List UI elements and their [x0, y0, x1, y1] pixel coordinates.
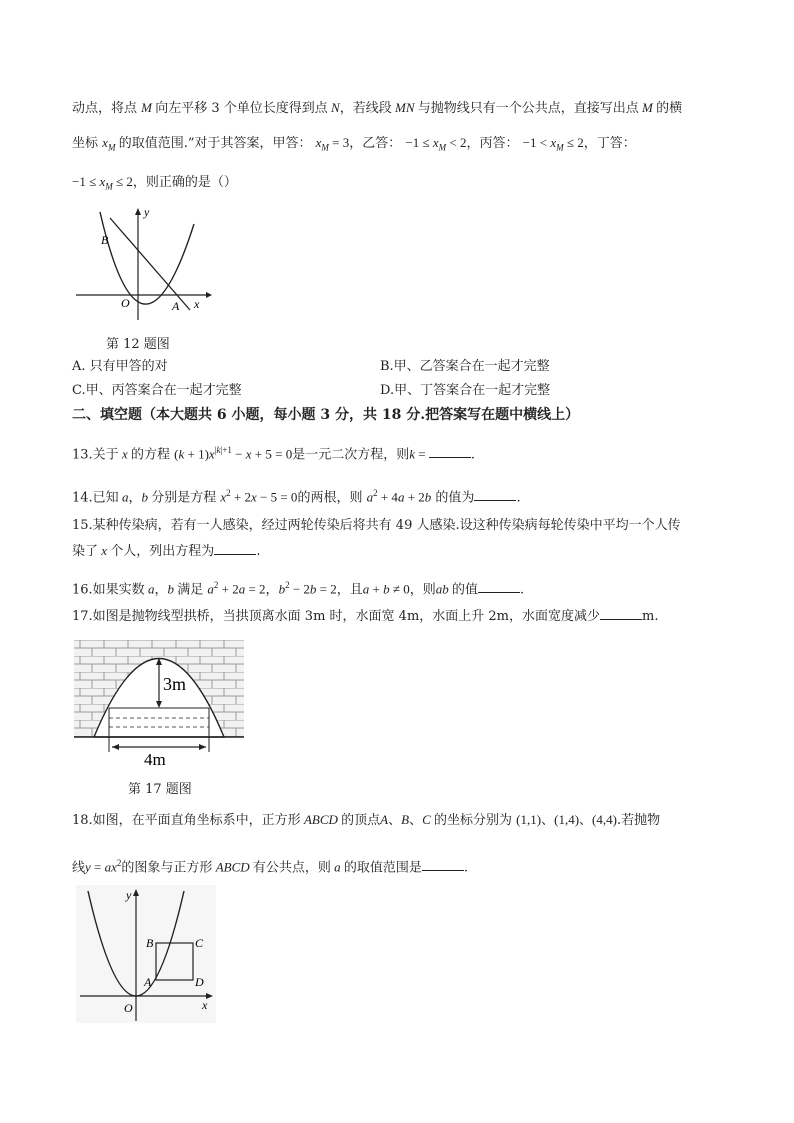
answer-blank — [474, 488, 516, 501]
q15-line1: 15.某种传染病，若有一人感染，经过两轮传染后将共有 49 人感染.设这种传染病每轮传染中平均一个人传 — [72, 518, 681, 533]
arrow-right-icon — [199, 744, 206, 750]
q12-text: 的横 — [656, 101, 683, 116]
point-b-label: B — [101, 233, 109, 247]
q15-text: . — [256, 544, 261, 559]
point-d-label: D — [195, 975, 204, 989]
answer-blank — [600, 607, 642, 620]
section-title: 二、填空题（本大题共 6 小题，每小题 3 分，共 18 分.把答案写在题中横线上） — [72, 407, 580, 423]
x-axis-arrow-icon — [206, 292, 212, 298]
q12-text: ，丙答： — [466, 136, 519, 151]
q18-text: . — [463, 860, 469, 876]
q16-text: ，且 — [336, 582, 363, 598]
q12-text: 动点，将点 — [72, 101, 138, 116]
q17-text: m. — [642, 609, 659, 624]
q14-text: . — [516, 490, 521, 506]
q18-text: 的图象与正方形 — [121, 860, 213, 876]
q16-text: 的值 — [452, 582, 479, 598]
q12-text: ，丁答： — [583, 136, 636, 151]
q13-text: . — [470, 447, 475, 463]
q16-text: . — [520, 582, 525, 598]
y-label: y — [144, 205, 150, 219]
option-b: B.甲、乙答案合在一起才完整 — [380, 359, 550, 374]
point-c-label: C — [195, 936, 204, 950]
x-label: x — [194, 297, 200, 311]
q14-text: 的值为 — [435, 490, 475, 506]
answer-blank — [214, 542, 256, 555]
q16-text: 满足 — [177, 582, 204, 598]
q17-text: 17.如图是抛物线型拱桥，当拱顶离水面 3m 时，水面宽 4m，水面上升 2m，水面宽度减少 — [72, 609, 600, 624]
q18-text: 18.如图，在平面直角坐标系中，正方形 — [72, 813, 301, 828]
figure-background — [76, 885, 216, 1023]
option-c: C.甲、丙答案合在一起才完整 — [72, 383, 242, 398]
q12-text: ，若线段 — [339, 101, 392, 116]
origin-label: O — [121, 296, 130, 310]
q16-text: ，则 — [409, 582, 436, 598]
q18-text: 有公共点，则 — [252, 860, 331, 876]
option-d: D.甲、丁答案合在一起才完整 — [380, 383, 551, 398]
y-axis-arrow-icon — [135, 208, 141, 215]
q17-caption: 第 17 题图 — [128, 782, 192, 797]
q14-text: 的两根，则 — [297, 490, 363, 506]
q17 — [72, 607, 658, 627]
q18-text: .若抛物 — [616, 813, 661, 828]
q12-text: ，乙答： — [349, 136, 402, 151]
q12-line1: 动点，将点 M 向左平移 3 个单位长度得到点 N，若线段 MN 与抛物线只有一个公共点，直接写出点 M 的横 — [72, 100, 683, 116]
q17-figure — [74, 640, 244, 768]
answer-blank — [429, 445, 471, 458]
q12-caption: 第 12 题图 — [106, 337, 170, 352]
q18-line1: 18.如图，在平面直角坐标系中，正方形 ABCD 的顶点A、B、C 的坐标分别为 (1,1)、(1,4)、(4,4).若抛物 — [72, 812, 661, 828]
q12-line3: $-1 \le x_M \le 2$，则正确的是（） — [72, 174, 237, 192]
q12-line2: 坐标 $x_M$ 的取值范围.”对于其答案，甲答： $x_M = 3$，乙答： $-1 \le x_M < 2$，丙答： $-1 < x_M \le 2$，丁答： — [72, 135, 636, 153]
x-label: x — [202, 998, 208, 1012]
q15-text: 个人，列出方程为 — [110, 544, 215, 559]
q15-line2: 染了 x 个人，列出方程为 . — [72, 543, 261, 559]
q18-text: 的坐标分别为 — [434, 813, 513, 828]
q16-text: ， — [265, 582, 279, 598]
answer-blank — [478, 580, 520, 593]
point-a-label: A — [144, 975, 152, 989]
q16: 16.如果实数 a，b 满足 $a^2 + 2a = 2$，$b^2 - 2b = 2$，且a + b ≠ 0，则ab 的值 . — [72, 580, 525, 598]
parabola-curve — [100, 212, 194, 304]
q14-text: 分别是方程 — [151, 490, 217, 506]
q18-figure — [76, 885, 216, 1023]
q18-line2: 线$y = ax^2$的图象与正方形 ABCD 有公共点，则 a 的取值范围是 . — [72, 858, 469, 876]
q12-figure — [74, 200, 214, 325]
point-b-label: B — [146, 936, 154, 950]
q12-text: 向左平移 3 个单位长度得到点 — [155, 101, 328, 116]
q18-text: 的取值范围是 — [343, 860, 422, 876]
q18-text: 线 — [72, 860, 86, 876]
point-a-label: A — [172, 299, 180, 313]
q13-text: 是一元二次方程，则 — [292, 447, 410, 463]
q15-text: 染了 — [72, 544, 99, 559]
q13-text: 13.关于 — [72, 447, 119, 463]
origin-label: O — [124, 1001, 133, 1015]
y-label: y — [126, 888, 132, 902]
q13: 13.关于 x 的方程 $(k + 1)x^{|k|+1} - x + 5 = 0$是一元二次方程，则k = . — [72, 445, 475, 463]
q16-text: 16.如果实数 — [72, 582, 145, 598]
q12-text: 坐标 — [72, 136, 99, 151]
q12-text: ，则正确的是（） — [132, 175, 237, 190]
width-label: 4m — [144, 750, 166, 768]
q18-text: 的顶点 — [341, 813, 381, 828]
answer-blank — [422, 858, 464, 871]
q13-text: 的方程 — [130, 447, 170, 463]
q14-text: 14.已知 — [72, 490, 119, 506]
q12-text: 的取值范围.”对于其答案，甲答： — [118, 136, 312, 151]
q14: 14.已知 a，b 分别是方程 $x^2 + 2x - 5 = 0$的两根，则 $a^2 + 4a + 2b$ 的值为 . — [72, 488, 521, 506]
option-a: A. 只有甲答的对 — [72, 359, 168, 374]
arrow-left-icon — [112, 744, 119, 750]
q12-text: 与抛物线只有一个公共点，直接写出点 — [417, 101, 639, 116]
height-label: 3m — [163, 674, 187, 694]
